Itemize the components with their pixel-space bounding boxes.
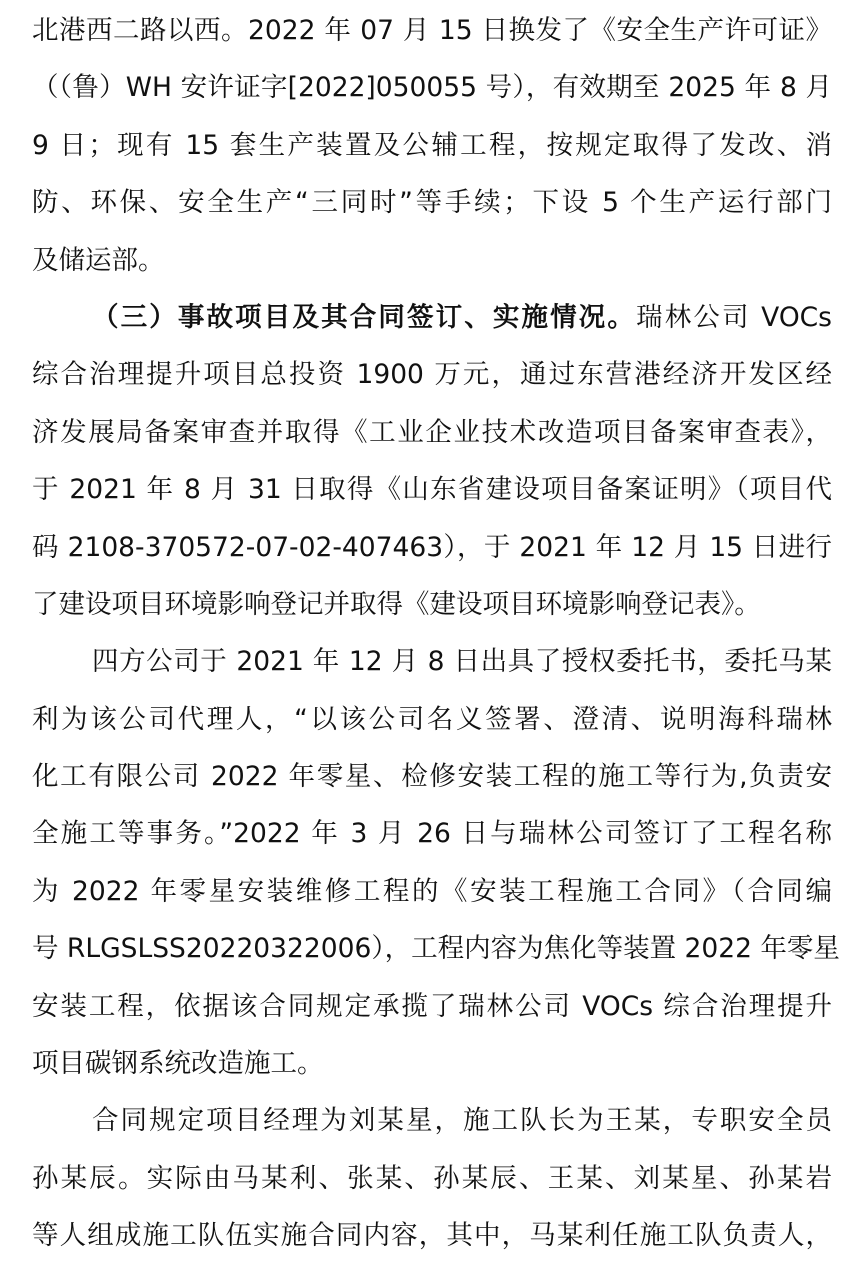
text-line: 等人组成施工队伍实施合同内容，其中，马某利任施工队负责人， xyxy=(32,1220,832,1252)
section-heading: （三）事故项目及其合同签订、实施情况。 xyxy=(92,301,637,333)
text-line: 利为该公司代理人，“以该公司名义签署、澄清、说明海科瑞林 xyxy=(32,703,832,735)
text-line: 四方公司于 2021 年 12 月 8 日出具了授权委托书，委托马某 xyxy=(92,646,832,678)
text-line: 防、环保、安全生产“三同时”等手续；下设 5 个生产运行部门 xyxy=(32,187,832,219)
text-line: 为 2022 年零星安装维修工程的《安装工程施工合同》（合同编 xyxy=(32,875,832,907)
text-line: 码 2108-370572-07-02-407463），于 2021 年 12 月 15 日进行 xyxy=(32,531,832,563)
text-line: 化工有限公司 2022 年零星、检修安装工程的施工等行为,负责安 xyxy=(32,761,832,793)
text-line: 北港西二路以西。2022 年 07 月 15 日换发了《安全生产许可证》 xyxy=(32,15,832,46)
text-line: 号 RLGSLSS20220322006），工程内容为焦化等装置 2022 年零星 xyxy=(32,933,840,965)
text-line: 安装工程，依据该合同规定承揽了瑞林公司 VOCs 综合治理提升 xyxy=(32,990,832,1022)
text-line: 项目碳钢系统改造施工。 xyxy=(32,1048,324,1080)
text-line: 瑞林公司 VOCs xyxy=(636,301,832,333)
text-line: 及储运部。 xyxy=(32,244,165,276)
text-line: （（鲁）WH 安许证字[2022]050055 号），有效期至 2025 年 8 月 xyxy=(32,72,832,104)
section-heading-line xyxy=(32,289,832,346)
text-line: 济发展局备案审查并取得《工业企业技术改造项目备案审查表》， xyxy=(32,416,832,448)
text-line: 于 2021 年 8 月 31 日取得《山东省建设项目备案证明》（项目代 xyxy=(32,474,832,506)
text-line: 综合治理提升项目总投资 1900 万元，通过东营港经济开发区经 xyxy=(32,359,832,391)
text-line: 合同规定项目经理为刘某星，施工队长为王某，专职安全员 xyxy=(92,1105,832,1137)
text-line: 9 日；现有 15 套生产装置及公辅工程，按规定取得了发改、消 xyxy=(32,129,832,161)
text-line: 孙某辰。实际由马某利、张某、孙某辰、王某、刘某星、孙某岩 xyxy=(32,1162,832,1194)
text-line: 全施工等事务。”2022 年 3 月 26 日与瑞林公司签订了工程名称 xyxy=(32,818,832,850)
document-page xyxy=(32,2,840,1265)
text-line: 了建设项目环境影响登记并取得《建设项目环境影响登记表》。 xyxy=(32,588,761,620)
